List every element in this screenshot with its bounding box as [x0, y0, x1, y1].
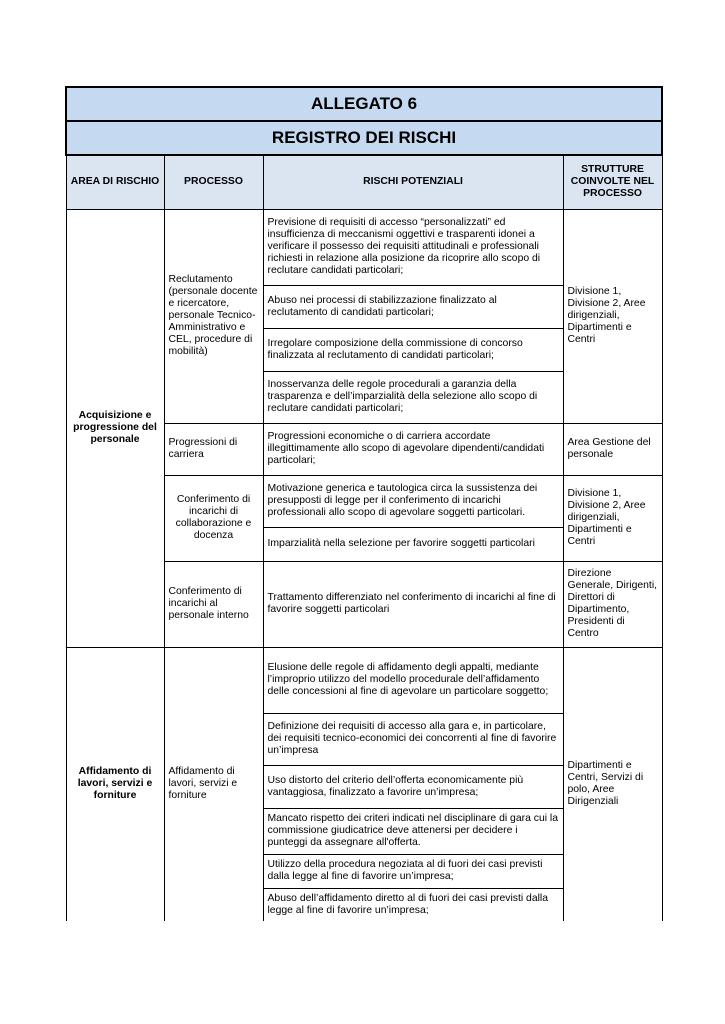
risk-cell: Mancato rispetto dei criteri indicati nel disciplinare di gara cui la commissione giudicatrice deve attenersi per decidere i punteggi da assegnare all'offerta. — [263, 808, 563, 854]
header-area: AREA DI RISCHIO — [66, 155, 164, 209]
risk-cell: Imparzialità nella selezione per favorire soggetti particolari — [263, 527, 563, 561]
risk-register-document — [65, 86, 661, 921]
area-cell: Acquisizione e progressione del personale — [66, 209, 164, 647]
risk-cell: Utilizzo della procedura negoziata al di fuori dei casi previsti dalla legge al fine di favorire un’impresa; — [263, 854, 563, 888]
header-process: PROCESSO — [164, 155, 263, 209]
process-cell: Affidamento di lavori, servizi e forniture — [164, 647, 263, 921]
process-cell: Conferimento di incarichi al personale interno — [164, 561, 263, 647]
risk-cell: Motivazione generica e tautologica circa la sussistenza dei presupposti di legge per il conferimento di incarichi professionali allo scopo di agevolare soggetti particolari. — [263, 475, 563, 527]
header-risks: RISCHI POTENZIALI — [263, 155, 563, 209]
structures-cell: Divisione 1, Divisione 2, Aree dirigenziali, Dipartimenti e Centri — [563, 209, 662, 423]
document-subtitle: REGISTRO DEI RISCHI — [66, 121, 662, 155]
structures-cell: Area Gestione del personale — [563, 423, 662, 475]
structures-cell: Dipartimenti e Centri, Servizi di polo, Aree Dirigenziali — [563, 647, 662, 921]
risk-cell: Abuso dell’affidamento diretto al di fuori dei casi previsti dalla legge al fine di favorire un’impresa; — [263, 888, 563, 921]
risk-cell: Irregolare composizione della commissione di concorso finalizzata al reclutamento di candidati particolari; — [263, 328, 563, 371]
structures-cell: Direzione Generale, Dirigenti, Direttori di Dipartimento, Presidenti di Centro — [563, 561, 662, 647]
risk-cell: Uso distorto del criterio dell’offerta economicamente più vantaggiosa, finalizzato a favorire un’impresa; — [263, 765, 563, 808]
risk-cell: Elusione delle regole di affidamento degli appalti, mediante l’improprio utilizzo del modello procedurale dell’affidamento delle concessioni al fine di agevolare un particolare soggetto; — [263, 647, 563, 713]
area-cell: Affidamento di lavori, servizi e forniture — [66, 647, 164, 921]
structures-cell: Divisione 1, Divisione 2, Aree dirigenziali, Dipartimenti e Centri — [563, 475, 662, 561]
header-structures: STRUTTURE COINVOLTE NEL PROCESSO — [563, 155, 662, 209]
risk-cell: Previsione di requisiti di accesso “personalizzati” ed insufficienza di meccanismi oggettivi e trasparenti idonei a verificare il possesso dei requisiti attitudinali e professionali richiesti in relazione alla posizione da ricoprire allo scopo di reclutare candidati particolari; — [263, 209, 563, 285]
risk-register-table — [65, 86, 663, 921]
risk-cell: Inosservanza delle regole procedurali a garanzia della trasparenza e dell’imparzialità della selezione allo scopo di reclutare candidati particolari; — [263, 371, 563, 423]
risk-cell: Trattamento differenziato nel conferimento di incarichi al fine di favorire soggetti particolari — [263, 561, 563, 647]
process-cell: Reclutamento (personale docente e ricercatore, personale Tecnico-Amministrativo e CEL, procedure di mobilità) — [164, 209, 263, 423]
risk-cell: Definizione dei requisiti di accesso alla gara e, in particolare, dei requisiti tecnico-economici dei concorrenti al fine di favorire un’impresa — [263, 713, 563, 765]
process-cell: Progressioni di carriera — [164, 423, 263, 475]
risk-cell: Progressioni economiche o di carriera accordate illegittimamente allo scopo di agevolare dipendenti/candidati particolari; — [263, 423, 563, 475]
document-title: ALLEGATO 6 — [66, 87, 662, 121]
process-cell: Conferimento di incarichi di collaborazione e docenza — [164, 475, 263, 561]
risk-cell: Abuso nei processi di stabilizzazione finalizzato al reclutamento di candidati particolari; — [263, 285, 563, 328]
